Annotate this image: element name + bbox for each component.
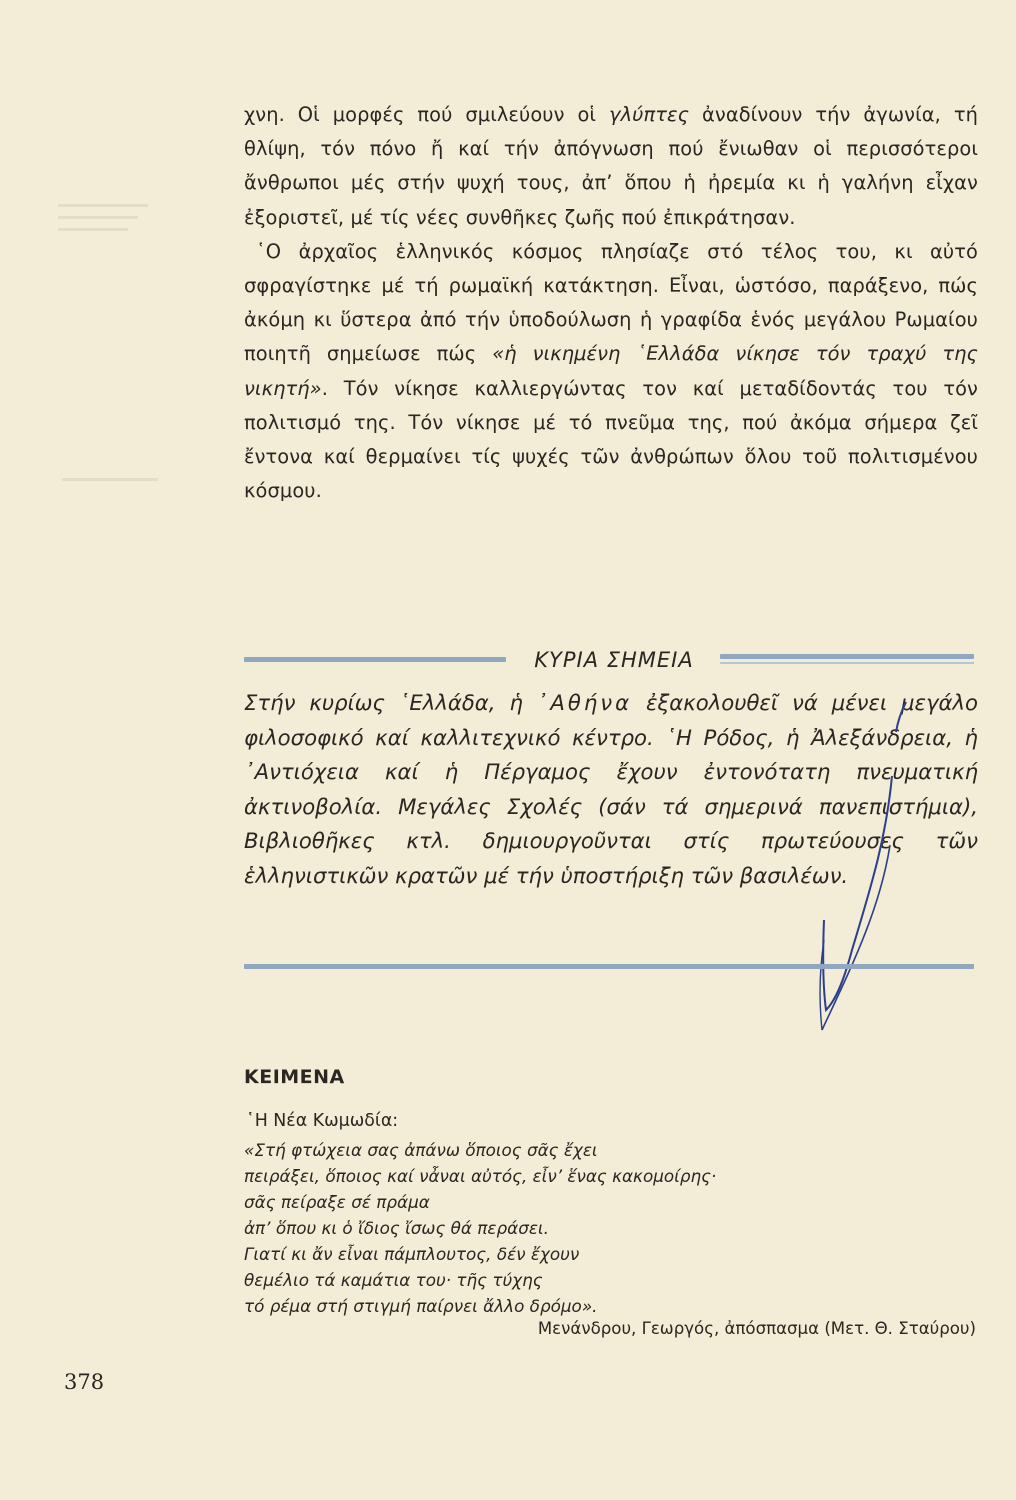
paragraph-segment: χνη. Οἱ μορφές πού σμιλεύουν οἱ [244, 103, 609, 126]
section-rule-right [720, 654, 974, 659]
section-title: ΚΥΡΙΑ ΣΗΜΕΙΑ [534, 648, 694, 672]
texts-heading: ΚΕΙΜΕΝΑ [244, 1066, 345, 1088]
section-rule-bottom [244, 964, 974, 969]
quote-line: θεμέλιο τά καμάτια του· τῆς τύχης [244, 1270, 543, 1290]
paragraph-segment: γλύπτες [609, 103, 690, 126]
quote-attribution: Μενάνδρου, Γεωργός, ἀπόσπασμα (Μετ. Θ. Σταύρου) [537, 1319, 976, 1338]
body-paragraph-2 [244, 235, 978, 509]
pen-stroke [823, 776, 892, 1010]
paragraph-segment: «ἡ νικημένη ῾Ελλάδα νίκησε τόν τραχύ της νικητή» [244, 342, 979, 400]
quote-line: Γιατί κι ἄν εἶναι πάμπλουτος, δέν ἔχουν [244, 1244, 580, 1264]
quote-line: «Στή φτώχεια σας ἀπάνω ὅποιος σᾶς ἔχει [244, 1140, 598, 1160]
summary-athens: ᾿Αθήνα [536, 690, 633, 715]
body-text [244, 98, 978, 508]
summary-text-2: ἐξακολουθεῖ νά μένει μεγάλο φιλοσοφικό καί καλλιτεχνικό κέντρο. ῾Η Ρόδος, ἡ Ἀλεξάνδρεια, ἡ ᾿Αντιόχεια καί ἡ Πέργαμος ἔχουν ἐντονότατη πνευματική ἀκτινοβολία. Μεγάλες Σχολές (σάν τά σημερινά πανεπιστήμια), Βιβλιοθῆκες κτλ. δημιουργοῦνται στίς πρωτεύουσες τῶν ἑλληνιστικῶν κρατῶν μέ τήν ὑποστήριξη τῶν βασιλέων. [244, 690, 978, 888]
bleed-through-mark [62, 474, 162, 486]
quote-line: τό ρέμα στή στιγμή παίρνει ἄλλο δρόμο». [244, 1296, 598, 1316]
paragraph-segment: ῾Ο ἀρχαῖος ἑλληνικός κόσμος πλησίαζε στό τέλος του, κι αὐτό σφραγίστηκε μέ τή ρωμαϊκή κατάκτηση. Εἶναι, ὡστόσο, παράξενο, πώς ἀκόμη κι ὕστερα ἀπό τήν ὑποδούλωση ἡ γραφίδα ἑνός μεγάλου Ρωμαίου ποιητῆ σημείωσε πώς [244, 239, 978, 366]
quote-line: σᾶς πείραξε σέ πράμα [244, 1192, 430, 1212]
quote-line: πειράξει, ὅποιος καί νἆναι αὐτός, εἶν’ ἕνας κακομοίρης· [244, 1166, 717, 1186]
bleed-through-mark [58, 198, 158, 238]
pen-annotation-mark [800, 680, 960, 1040]
section-rule-left [244, 657, 506, 662]
page-number: 378 [64, 1370, 105, 1394]
paragraph-segment: . Τόν νίκησε καλλιεργώντας τον καί μεταδίδοντάς του τόν πολιτισμό της. Τόν νίκησε μέ τό πνεῦμα της, πού ἀκόμα σήμερα ζεῖ ἔντονα καί θερμαίνει τίς ψυχές τῶν ἀνθρώπων ὅλου τοῦ πολιτισμένου κόσμου. [244, 376, 978, 503]
source-title: ῾Η Νέα Κωμωδία: [246, 1111, 399, 1131]
quote-line: ἀπ’ ὅπου κι ὁ ἴδιος ἴσως θά περάσει. [244, 1218, 549, 1238]
paragraph-segment: ἀναδίνουν τήν ἀγωνία, τή θλίψη, τόν πόνο ἤ καί τήν ἀπόγνωση πού ἔνιωθαν οἱ περισσότεροι ἄνθρωποι μές στήν ψυχή τους, ἀπ’ ὅπου ἡ ἠρεμία κι ἡ γαλήνη εἶχαν ἐξοριστεῖ, μέ τίς νέες συνθῆκες ζωῆς πού ἐπικράτησαν. [244, 103, 978, 229]
pen-stroke [896, 702, 906, 732]
section-rule-right-thin [720, 662, 974, 664]
body-paragraph-1 [244, 98, 978, 235]
summary-text-1: Στήν κυρίως ῾Ελλάδα, ἡ [244, 690, 537, 715]
